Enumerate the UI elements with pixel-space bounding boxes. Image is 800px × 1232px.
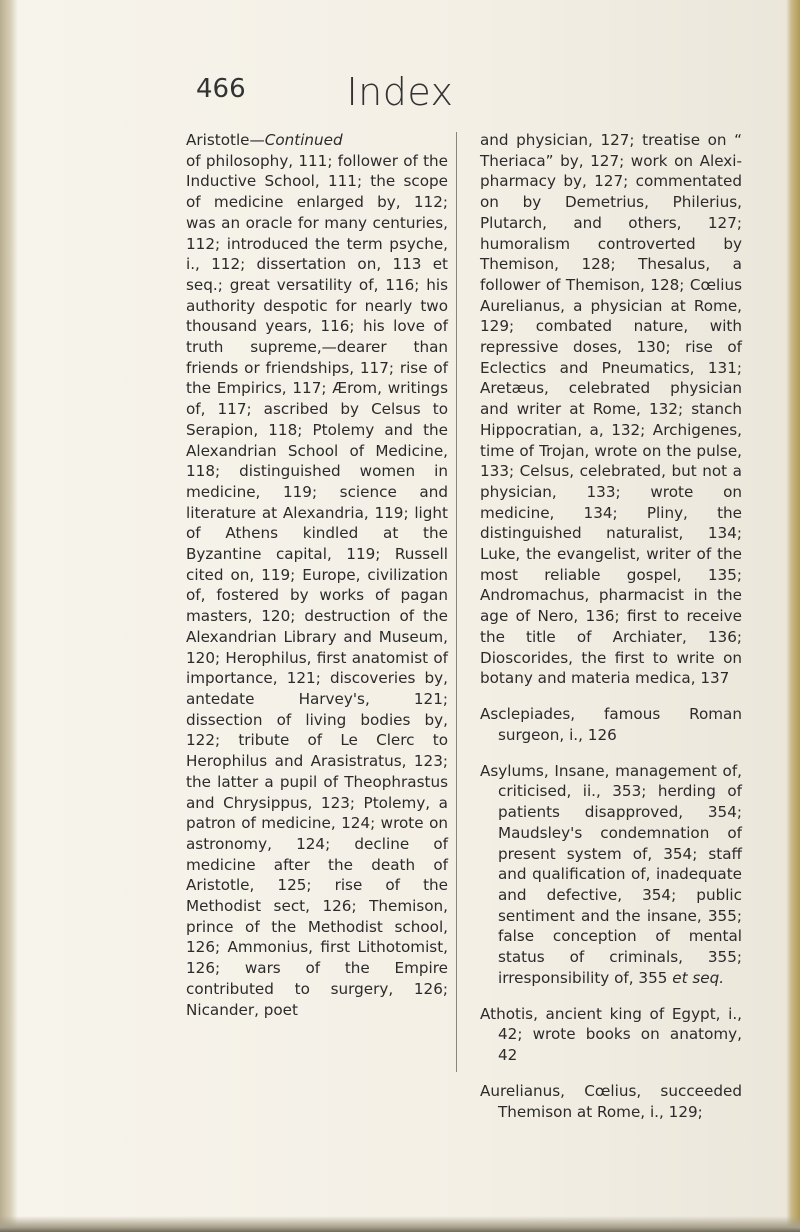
index-entry-aristotle — [186, 130, 448, 1020]
entry-text: of philosophy, 111; follower of the Inductive School, 111; the scope of medicine enlarged by, 112; was an oracle for many centuries, 112; introduced the term psyche, i., 112; dissertation on, 113 et seq.; great versatility of, 116; his authority despotic for nearly two thousand years, 116; his love of truth supreme,—dearer than friends or friendships, 117; rise of the Empirics, 117; Ærom, writings of, 117; ascribed by Celsus to Serapion, 118; Ptolemy and the Alexandrian School of Medicine, 118; distinguished women in medicine, 119; science and literature at Alexandria, 119; light of Athens kindled at the Byzantine capital, 119; Russell cited on, 119; Europe, civilization of, fostered by works of pagan masters, 120; destruction of the Alexandrian Library and Museum, 120; Herophilus, first anatomist of importance, 121; discoveries by, antedate Harvey's, 121; dissection of living bodies by, 122; tribute of Le Clerc to Herophilus and Arasistratus, 123; the latter a pupil of Theophrastus and Chrysippus, 123; Ptolemy, a patron of medicine, 124; wrote on astronomy, 124; decline of medicine after the death of Aristotle, 125; rise of the Methodist sect, 126; Themison, prince of the Methodist school, 126; Ammonius, first Lithotomist, 126; wars of the Empire contributed to surgery, 126; Nicander, poet — [186, 151, 448, 1019]
page-binding-shadow — [0, 0, 18, 1232]
index-column-left — [186, 130, 448, 1020]
entry-suffix: et seq. — [672, 968, 725, 987]
entry-heading-continued: —Continued — [249, 131, 343, 149]
column-divider — [456, 132, 457, 1072]
index-entry-asylums — [480, 761, 742, 989]
index-entry-aurelianus: Aurelianus, Cœlius, succeeded Themison at Rome, i., 129; — [480, 1081, 742, 1121]
index-entry-athotis: Athotis, ancient king of Egypt, i., 42; wrote books on anatomy, 42 — [480, 1004, 742, 1065]
entry-heading-name: Aristotle — [186, 131, 250, 149]
index-column-right — [480, 130, 742, 1138]
page-title: Index — [346, 70, 454, 114]
page-number: 466 — [196, 74, 246, 104]
entry-text: Asylums, Insane, management of, criticised, ii., 353; herding of patients disapproved, 354; Maudsley's condemnation of present system of, 354; staff and qualification of, inadequate and defective, 354; public sentiment and the insane, 355; false conception of mental status of criminals, 355; irresponsibility of, 355 — [480, 761, 742, 987]
page-edge-right — [786, 0, 800, 1232]
page-edge-bottom — [0, 1216, 800, 1232]
index-entry-asclepiades: Asclepiades, famous Roman surgeon, i., 126 — [480, 705, 742, 744]
index-entry-continuation: and physician, 127; treatise on “ Theriaca” by, 127; work on Alexi-pharmacy by, 127; commentated on by Demetrius, Philerius, Plutarch, and others, 127; humoralism controverted by Themison, 128; Thesalus, a follower of Themison, 128; Cœlius Aurelianus, a physician at Rome, 129; combated nature, with repressive doses, 130; rise of Eclectics and Pneumatics, 131; Aretæus, celebrated physician and writer at Rome, 132; stanch Hippocratian, a, 132; Archigenes, time of Trojan, wrote on the pulse, 133; Celsus, celebrated, but not a physician, 133; wrote on medicine, 134; Pliny, the distinguished naturalist, 134; Luke, the evangelist, writer of the most reliable gospel, 135; Andromachus, pharmacist in the age of Nero, 136; first to receive the title of Archiater, 136; Dioscorides, the first to write on botany and materia medica, 137 — [480, 131, 742, 688]
page-header — [0, 70, 800, 120]
